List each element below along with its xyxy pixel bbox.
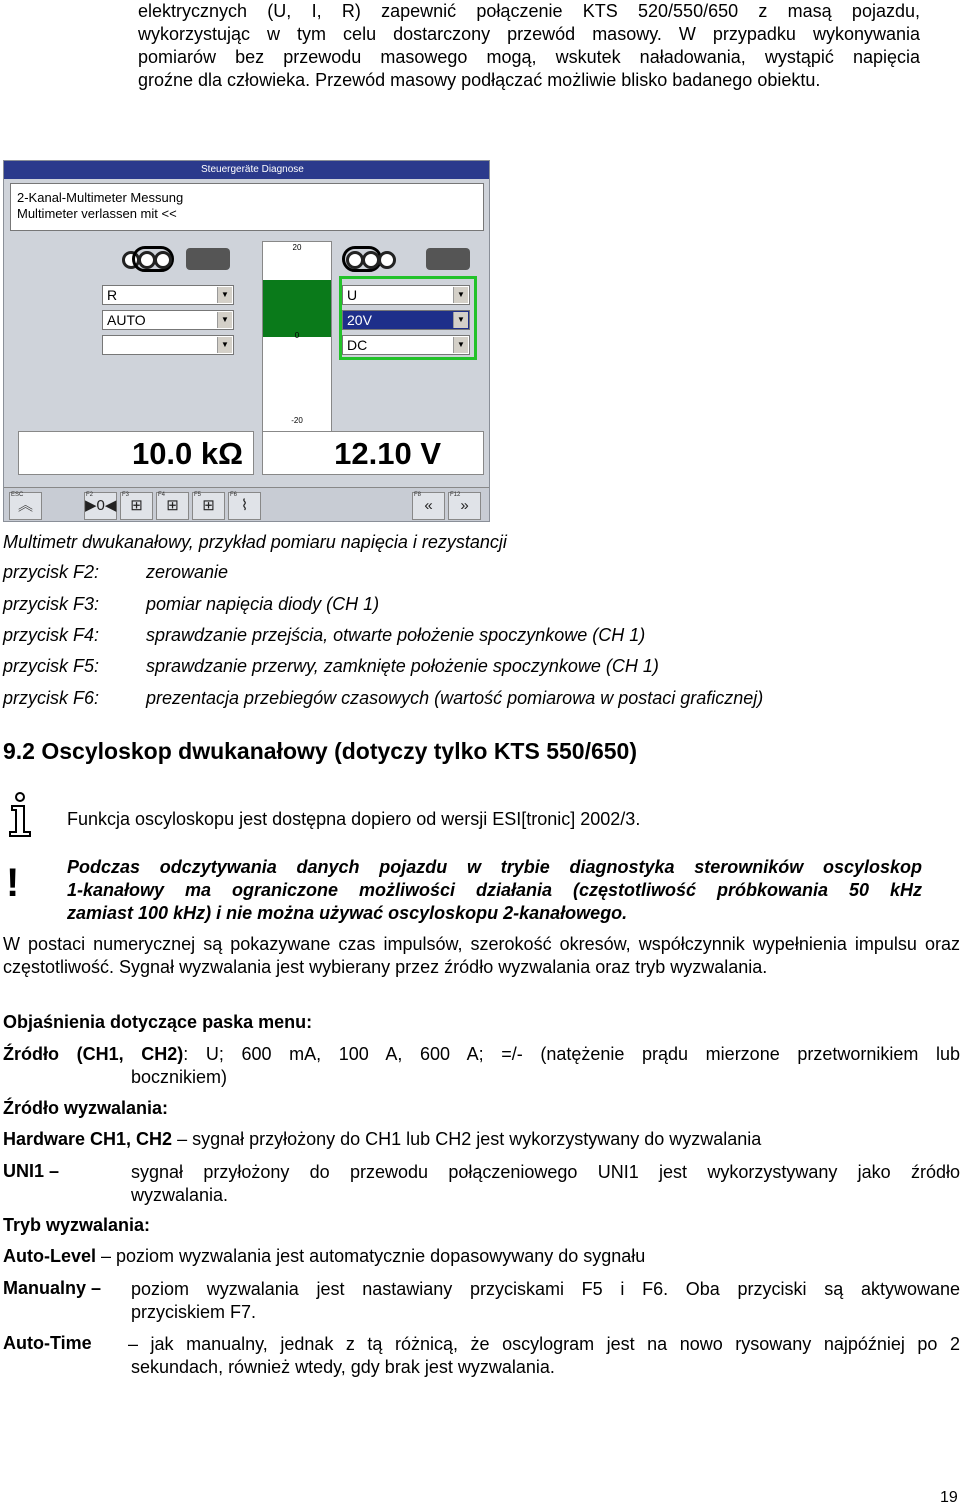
ch1-connector-icon xyxy=(102,245,232,273)
intro-line: groźne dla człowieka. Przewód masowy podłączać możliwie blisko badanego obiektu. xyxy=(138,70,821,90)
auto-time-line: – jak manualny, jednak z tą różnicą, że oscylogram jest na nowo rysowany najpóźniej po 2 xyxy=(128,1334,960,1354)
ch1-coupling-select[interactable] xyxy=(102,335,234,355)
fkey-tag: F4 xyxy=(158,492,166,498)
hardware-label: Hardware CH1, CH2 xyxy=(3,1129,173,1149)
ch1-readout: 10.0 kΩ xyxy=(18,431,254,475)
fkey-glyph: ︽ xyxy=(17,497,33,514)
auto-time-text xyxy=(128,1333,960,1379)
fkey-label: przycisk F6: xyxy=(3,688,100,708)
combo-value: AUTO xyxy=(107,312,146,328)
page-number: 19 xyxy=(940,1489,958,1506)
intro-line: wykorzystując w tym celu dostarczony przewód masowy. W przypadku wykonywania xyxy=(138,24,920,44)
fkey-description: sprawdzanie przerwy, zamknięte położenie spoczynkowe (CH 1) xyxy=(146,656,659,676)
uni1-line: wyzwalania. xyxy=(131,1185,229,1205)
zero-icon[interactable] xyxy=(84,492,117,520)
gauge-top-label: 20 xyxy=(292,243,302,252)
gauge-bottom-label: -20 xyxy=(291,416,303,425)
fkey-tag: F3 xyxy=(122,492,130,498)
continuity-open-icon[interactable] xyxy=(156,492,189,520)
fkey-description: pomiar napięcia diody (CH 1) xyxy=(146,594,380,614)
section-heading: 9.2 Oscyloskop dwukanałowy (dotyczy tylko KTS 550/650) xyxy=(3,738,638,764)
ch2-range-select[interactable] xyxy=(342,310,470,330)
continuity-closed-icon[interactable] xyxy=(192,492,225,520)
function-key-bar xyxy=(4,487,489,522)
warning-line: 1-kanałowy ma ograniczone możliwości działania (częstotliwość próbkowania 50 kHz xyxy=(67,880,922,900)
voltage-bar-gauge xyxy=(262,241,332,433)
manual-label: Manualny – xyxy=(3,1278,102,1298)
warning-icon: ! xyxy=(6,861,20,905)
auto-level-entry xyxy=(3,1246,645,1267)
body-paragraph: W postaci numerycznej są pokazywane czas impulsów, szerokość okresów, współczynnik wypełnienia impulsu oraz częstotliwość. Sygnał wyzwalania jest wybierany przez źródło wyzwalania oraz tryb wyzwalania. xyxy=(3,934,960,977)
fkey-description: sprawdzanie przejścia, otwarte położenie spoczynkowe (CH 1) xyxy=(146,625,646,645)
double-up-icon[interactable] xyxy=(9,492,42,520)
source-text: : U; 600 mA, 100 A, 600 A; =/- (natężenie prądu mierzone przetwornikiem lub xyxy=(183,1044,960,1064)
source-entry xyxy=(3,1043,960,1089)
hardware-text: – sygnał przyłożony do CH1 lub CH2 jest wykorzystywany do wyzwalania xyxy=(172,1129,762,1149)
gauge-fill xyxy=(263,280,331,337)
info-note: Funkcja oscyloskopu jest dostępna dopiero od wersji ESI[tronic] 2002/3. xyxy=(67,809,641,829)
fkey-tag: F8 xyxy=(414,492,422,498)
intro-line: pomiarów bez przewodu masowego mogą, wskutek naładowania, wystąpić napięcia xyxy=(138,47,920,67)
trigger-source-heading: Źródło wyzwalania: xyxy=(3,1098,169,1118)
fkey-tag: F6 xyxy=(230,492,238,498)
combo-value: DC xyxy=(347,337,368,353)
combo-value: U xyxy=(347,287,358,303)
warning-text xyxy=(67,856,922,925)
chevron-down-icon: ▼ xyxy=(453,312,468,328)
intro-paragraph xyxy=(138,0,920,92)
combo-value: R xyxy=(107,287,118,303)
uni1-line: sygnał przyłożony do przewodu połączeniowego UNI1 jest wykorzystywany jako źródło xyxy=(131,1162,960,1182)
info-icon xyxy=(6,792,34,838)
fkey-glyph: ▶0◀ xyxy=(85,497,117,514)
ch2-mode-select[interactable] xyxy=(342,285,470,305)
figure-caption: Multimetr dwukanałowy, przykład pomiaru napięcia i rezystancji xyxy=(3,532,507,552)
fkey-glyph: ⌇ xyxy=(240,497,249,514)
ch1-range-select[interactable] xyxy=(102,310,234,330)
info-box xyxy=(10,183,484,231)
chevron-down-icon: ▼ xyxy=(217,312,232,328)
graph-icon[interactable] xyxy=(228,492,261,520)
uni1-label: UNI1 – xyxy=(3,1161,60,1181)
trigger-mode-heading: Tryb wyzwalania: xyxy=(3,1215,151,1235)
source-label: Źródło (CH1, CH2) xyxy=(3,1044,184,1064)
intro-line: elektrycznych (U, I, R) zapewnić połączenie KTS 520/550/650 z masą pojazdu, xyxy=(138,1,920,21)
fkey-tag: F5 xyxy=(194,492,202,498)
info-line: 2-Kanal-Multimeter Messung xyxy=(17,190,184,205)
diode-test-icon[interactable] xyxy=(120,492,153,520)
fkey-glyph: ⊞ xyxy=(166,497,179,514)
chevron-down-icon: ▼ xyxy=(453,287,468,303)
fkey-label: przycisk F2: xyxy=(3,562,100,582)
double-left-icon[interactable] xyxy=(412,492,445,520)
gauge-mid-label: 0 xyxy=(294,331,300,340)
fkey-tag: F2 xyxy=(86,492,94,498)
fkey-glyph: ⊞ xyxy=(202,497,215,514)
fkey-tag: ESC xyxy=(11,492,24,498)
warning-line: Podczas odczytywania danych pojazdu w trybie diagnostyka sterowników oscyloskop xyxy=(67,857,922,877)
menu-heading: Objaśnienia dotyczące paska menu: xyxy=(3,1012,313,1032)
fkey-label: przycisk F4: xyxy=(3,625,100,645)
ch1-mode-select[interactable] xyxy=(102,285,234,305)
fkey-description: zerowanie xyxy=(146,562,229,582)
uni1-text xyxy=(131,1161,960,1207)
fkey-glyph: « xyxy=(424,497,433,514)
auto-time-line: sekundach, również wtedy, gdy brak jest wyzwalania. xyxy=(131,1357,555,1377)
fkey-label: przycisk F3: xyxy=(3,594,100,614)
auto-level-text: – poziom wyzwalania jest automatycznie dopasowywany do sygnału xyxy=(96,1246,646,1266)
hardware-entry xyxy=(3,1129,761,1150)
ch2-coupling-select[interactable] xyxy=(342,335,470,355)
fkey-description: prezentacja przebiegów czasowych (wartość pomiarowa w postaci graficznej) xyxy=(146,688,764,708)
ch2-readout: 12.10 V xyxy=(262,431,484,475)
manual-line: poziom wyzwalania jest nastawiany przyciskami F5 i F6. Oba przyciski są aktywowane xyxy=(131,1279,960,1299)
warning-line: zamiast 100 kHz) i nie można używać oscyloskopu 2-kanałowego. xyxy=(67,903,628,923)
info-line: Multimeter verlassen mit << xyxy=(17,206,177,221)
combo-value: 20V xyxy=(347,312,372,328)
chevron-down-icon: ▼ xyxy=(453,337,468,353)
auto-level-label: Auto-Level xyxy=(3,1246,97,1266)
multimeter-screenshot xyxy=(3,160,490,522)
fkey-glyph: » xyxy=(460,497,469,514)
auto-time-label: Auto-Time xyxy=(3,1333,92,1353)
manual-line: przyciskiem F7. xyxy=(131,1302,257,1322)
chevron-down-icon: ▼ xyxy=(217,337,232,353)
fkey-label: przycisk F5: xyxy=(3,656,100,676)
fkey-glyph: ⊞ xyxy=(130,497,143,514)
chevron-down-icon: ▼ xyxy=(217,287,232,303)
ch2-connector-icon xyxy=(342,245,472,273)
window-title: Steuergeräte Diagnose xyxy=(4,161,489,179)
double-right-icon[interactable] xyxy=(448,492,481,520)
fkey-tag: F12 xyxy=(450,492,461,498)
source-text-cont: bocznikiem) xyxy=(131,1067,228,1087)
manual-text xyxy=(131,1278,960,1324)
